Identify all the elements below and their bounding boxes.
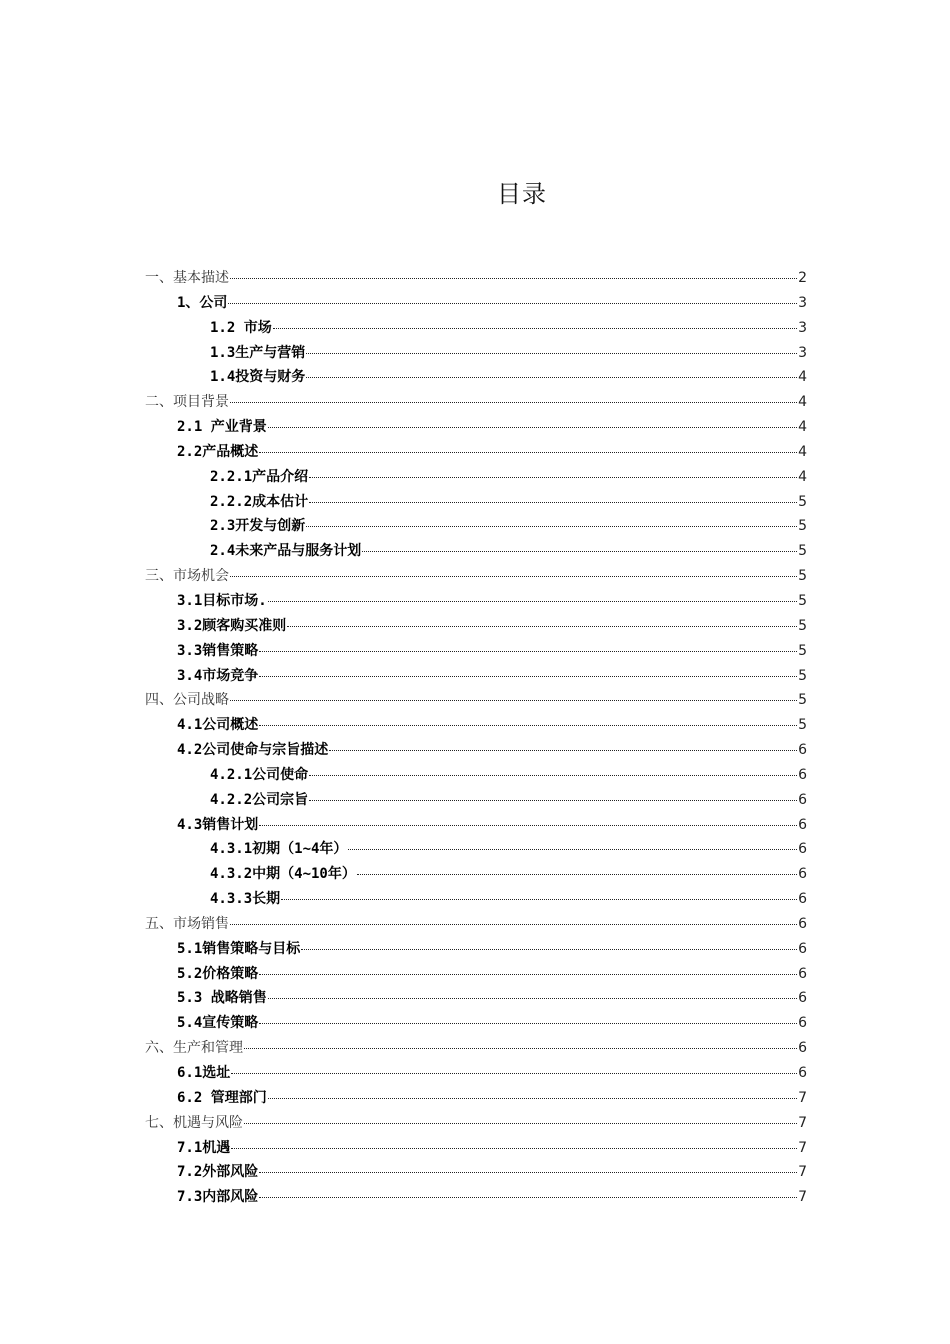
dot-leader bbox=[259, 650, 797, 652]
toc-page-number: 3 bbox=[798, 294, 807, 311]
toc-entry[interactable] bbox=[145, 1036, 807, 1061]
toc-entry-label: 1.3生产与营销 bbox=[210, 344, 306, 361]
dot-leader bbox=[259, 824, 797, 826]
dot-leader bbox=[230, 401, 797, 403]
dot-leader bbox=[259, 724, 797, 726]
dot-leader bbox=[309, 799, 797, 801]
toc-entry[interactable] bbox=[145, 1136, 807, 1161]
toc-entry-label: 4.3.1初期（1~4年） bbox=[210, 841, 348, 858]
toc-entry-label: 5.4宣传策略 bbox=[177, 1015, 259, 1032]
toc-entry[interactable] bbox=[145, 912, 807, 937]
toc-entry-label: 4.2公司使命与宗旨描述 bbox=[177, 742, 329, 759]
toc-page-number: 7 bbox=[798, 1189, 807, 1206]
toc-page-number: 6 bbox=[798, 965, 807, 982]
toc-page-number: 6 bbox=[798, 990, 807, 1007]
dot-leader bbox=[306, 352, 797, 354]
toc-entry[interactable] bbox=[145, 813, 807, 838]
toc-entry-label: 2.3开发与创新 bbox=[210, 518, 306, 535]
toc-page-number: 7 bbox=[798, 1164, 807, 1181]
toc-page-number: 5 bbox=[798, 667, 807, 684]
toc-page-number: 7 bbox=[798, 1089, 807, 1106]
toc-entry[interactable] bbox=[145, 1185, 807, 1210]
dot-leader bbox=[309, 774, 797, 776]
dot-leader bbox=[259, 675, 797, 677]
toc-entry[interactable] bbox=[145, 1086, 807, 1111]
toc-entry-label: 2.4未来产品与服务计划 bbox=[210, 543, 362, 560]
dot-leader bbox=[244, 1122, 797, 1124]
dot-leader bbox=[306, 376, 797, 378]
toc-entry[interactable] bbox=[145, 837, 807, 862]
dot-leader bbox=[306, 525, 797, 527]
toc-entry[interactable] bbox=[145, 291, 807, 316]
toc-entry[interactable] bbox=[145, 316, 807, 341]
dot-leader bbox=[348, 848, 797, 850]
toc-entry-label: 三、市场机会 bbox=[145, 568, 229, 585]
toc-entry[interactable] bbox=[145, 465, 807, 490]
dot-leader bbox=[273, 327, 797, 329]
dot-leader bbox=[362, 550, 797, 552]
dot-leader bbox=[230, 575, 797, 577]
toc-entry-label: 5.3 战略销售 bbox=[177, 990, 267, 1007]
dot-leader bbox=[268, 1097, 797, 1099]
toc-entry[interactable] bbox=[145, 664, 807, 689]
toc-entry[interactable] bbox=[145, 341, 807, 366]
dot-leader bbox=[231, 1072, 797, 1074]
toc-entry-label: 二、项目背景 bbox=[145, 394, 229, 411]
toc-entry[interactable] bbox=[145, 490, 807, 515]
toc-entry-label: 2.2.1产品介绍 bbox=[210, 468, 309, 485]
toc-entry[interactable] bbox=[145, 1011, 807, 1036]
toc-entry-label: 7.1机遇 bbox=[177, 1139, 231, 1156]
toc-entry[interactable] bbox=[145, 614, 807, 639]
toc-page-number: 5 bbox=[798, 568, 807, 585]
toc-entry-label: 6.2 管理部门 bbox=[177, 1089, 267, 1106]
dot-leader bbox=[329, 749, 797, 751]
toc-page-number: 3 bbox=[798, 344, 807, 361]
toc-entry-label: 7.2外部风险 bbox=[177, 1164, 259, 1181]
toc-page-number: 5 bbox=[798, 617, 807, 634]
toc-page-number: 6 bbox=[798, 742, 807, 759]
toc-entry[interactable] bbox=[145, 564, 807, 589]
toc-page-number: 6 bbox=[798, 1015, 807, 1032]
table-of-contents bbox=[145, 266, 807, 1210]
dot-leader bbox=[309, 476, 797, 478]
toc-page-number: 2 bbox=[798, 270, 807, 286]
page-title: 目录 bbox=[497, 180, 547, 208]
toc-entry-label: 4.3销售计划 bbox=[177, 816, 259, 833]
dot-leader bbox=[281, 898, 797, 900]
toc-page-number: 6 bbox=[798, 891, 807, 908]
toc-entry-label: 4.2.2公司宗旨 bbox=[210, 791, 309, 808]
toc-page-number: 3 bbox=[798, 319, 807, 336]
toc-entry[interactable] bbox=[145, 1160, 807, 1185]
toc-page-number: 5 bbox=[798, 717, 807, 734]
toc-entry[interactable] bbox=[145, 390, 807, 415]
toc-page-number: 5 bbox=[798, 592, 807, 609]
toc-entry[interactable] bbox=[145, 1111, 807, 1136]
dot-leader bbox=[287, 625, 797, 627]
toc-page-number: 6 bbox=[798, 915, 807, 932]
dot-leader bbox=[259, 1022, 797, 1024]
dot-leader bbox=[228, 302, 797, 304]
toc-entry-label: 一、基本描述 bbox=[145, 270, 229, 286]
toc-page-number: 5 bbox=[798, 692, 807, 709]
toc-page-number: 4 bbox=[798, 468, 807, 485]
toc-page-number: 4 bbox=[798, 394, 807, 411]
toc-page-number: 4 bbox=[798, 369, 807, 386]
toc-page-number: 6 bbox=[798, 816, 807, 833]
toc-entry[interactable] bbox=[145, 862, 807, 887]
toc-entry[interactable] bbox=[145, 763, 807, 788]
toc-entry-label: 5.1销售策略与目标 bbox=[177, 940, 301, 957]
toc-entry[interactable] bbox=[145, 365, 807, 390]
toc-entry[interactable] bbox=[145, 962, 807, 987]
toc-entry[interactable] bbox=[145, 986, 807, 1011]
toc-entry-label: 3.2顾客购买准则 bbox=[177, 617, 287, 634]
toc-page-number: 6 bbox=[798, 866, 807, 883]
dot-leader bbox=[230, 699, 797, 701]
toc-page-number: 6 bbox=[798, 791, 807, 808]
toc-page-number: 6 bbox=[798, 940, 807, 957]
dot-leader bbox=[231, 1147, 797, 1149]
toc-entry-label: 1、公司 bbox=[177, 294, 228, 311]
toc-entry[interactable] bbox=[145, 887, 807, 912]
toc-entry-label: 4.1公司概述 bbox=[177, 717, 259, 734]
dot-leader bbox=[268, 997, 797, 999]
dot-leader bbox=[268, 426, 797, 428]
dot-leader bbox=[268, 600, 797, 602]
toc-entry[interactable] bbox=[145, 937, 807, 962]
toc-entry[interactable] bbox=[145, 788, 807, 813]
toc-entry[interactable] bbox=[145, 539, 807, 564]
toc-entry[interactable] bbox=[145, 639, 807, 664]
dot-leader bbox=[259, 451, 797, 453]
toc-page-number: 5 bbox=[798, 518, 807, 535]
toc-entry[interactable] bbox=[145, 589, 807, 614]
toc-entry-label: 七、机遇与风险 bbox=[145, 1114, 243, 1131]
dot-leader bbox=[259, 1171, 797, 1173]
toc-page-number: 5 bbox=[798, 642, 807, 659]
dot-leader bbox=[230, 277, 797, 279]
toc-entry-label: 1.4投资与财务 bbox=[210, 369, 306, 386]
dot-leader bbox=[357, 873, 797, 875]
toc-entry-label: 6.1选址 bbox=[177, 1065, 231, 1081]
toc-entry[interactable] bbox=[145, 415, 807, 440]
toc-entry-label: 四、公司战略 bbox=[145, 692, 229, 709]
toc-entry[interactable] bbox=[145, 266, 807, 291]
toc-page-number: 6 bbox=[798, 841, 807, 858]
toc-entry-label: 5.2价格策略 bbox=[177, 965, 259, 982]
toc-entry-label: 六、生产和管理 bbox=[145, 1040, 243, 1057]
toc-entry[interactable] bbox=[145, 738, 807, 763]
toc-entry-label: 五、市场销售 bbox=[145, 915, 229, 932]
toc-entry-label: 4.2.1公司使命 bbox=[210, 766, 309, 783]
dot-leader bbox=[259, 973, 797, 975]
toc-entry-label: 1.2 市场 bbox=[210, 319, 272, 336]
toc-entry-label: 3.1目标市场. bbox=[177, 592, 267, 609]
dot-leader bbox=[230, 923, 797, 925]
toc-entry-label: 2.1 产业背景 bbox=[177, 419, 267, 436]
toc-entry-label: 2.2产品概述 bbox=[177, 443, 259, 460]
toc-entry-label: 3.4市场竞争 bbox=[177, 667, 259, 684]
toc-entry-label: 4.3.2中期（4~10年） bbox=[210, 866, 356, 883]
toc-entry-label: 2.2.2成本估计 bbox=[210, 493, 309, 510]
toc-page-number: 7 bbox=[798, 1114, 807, 1131]
toc-page-number: 5 bbox=[798, 543, 807, 560]
dot-leader bbox=[301, 948, 797, 950]
toc-page-number: 6 bbox=[798, 766, 807, 783]
dot-leader bbox=[259, 1196, 797, 1198]
toc-entry[interactable] bbox=[145, 713, 807, 738]
toc-page-number: 6 bbox=[798, 1065, 807, 1081]
toc-page-number: 5 bbox=[798, 493, 807, 510]
toc-entry-label: 3.3销售策略 bbox=[177, 642, 259, 659]
toc-page-number: 4 bbox=[798, 419, 807, 436]
toc-page-number: 6 bbox=[798, 1040, 807, 1057]
toc-entry[interactable] bbox=[145, 688, 807, 713]
toc-entry[interactable] bbox=[145, 1061, 807, 1086]
toc-entry[interactable] bbox=[145, 440, 807, 465]
toc-entry-label: 4.3.3长期 bbox=[210, 891, 281, 908]
toc-page-number: 7 bbox=[798, 1139, 807, 1156]
toc-entry[interactable] bbox=[145, 514, 807, 539]
dot-leader bbox=[309, 501, 797, 503]
toc-page-number: 4 bbox=[798, 443, 807, 460]
dot-leader bbox=[244, 1047, 797, 1049]
toc-entry-label: 7.3内部风险 bbox=[177, 1189, 259, 1206]
